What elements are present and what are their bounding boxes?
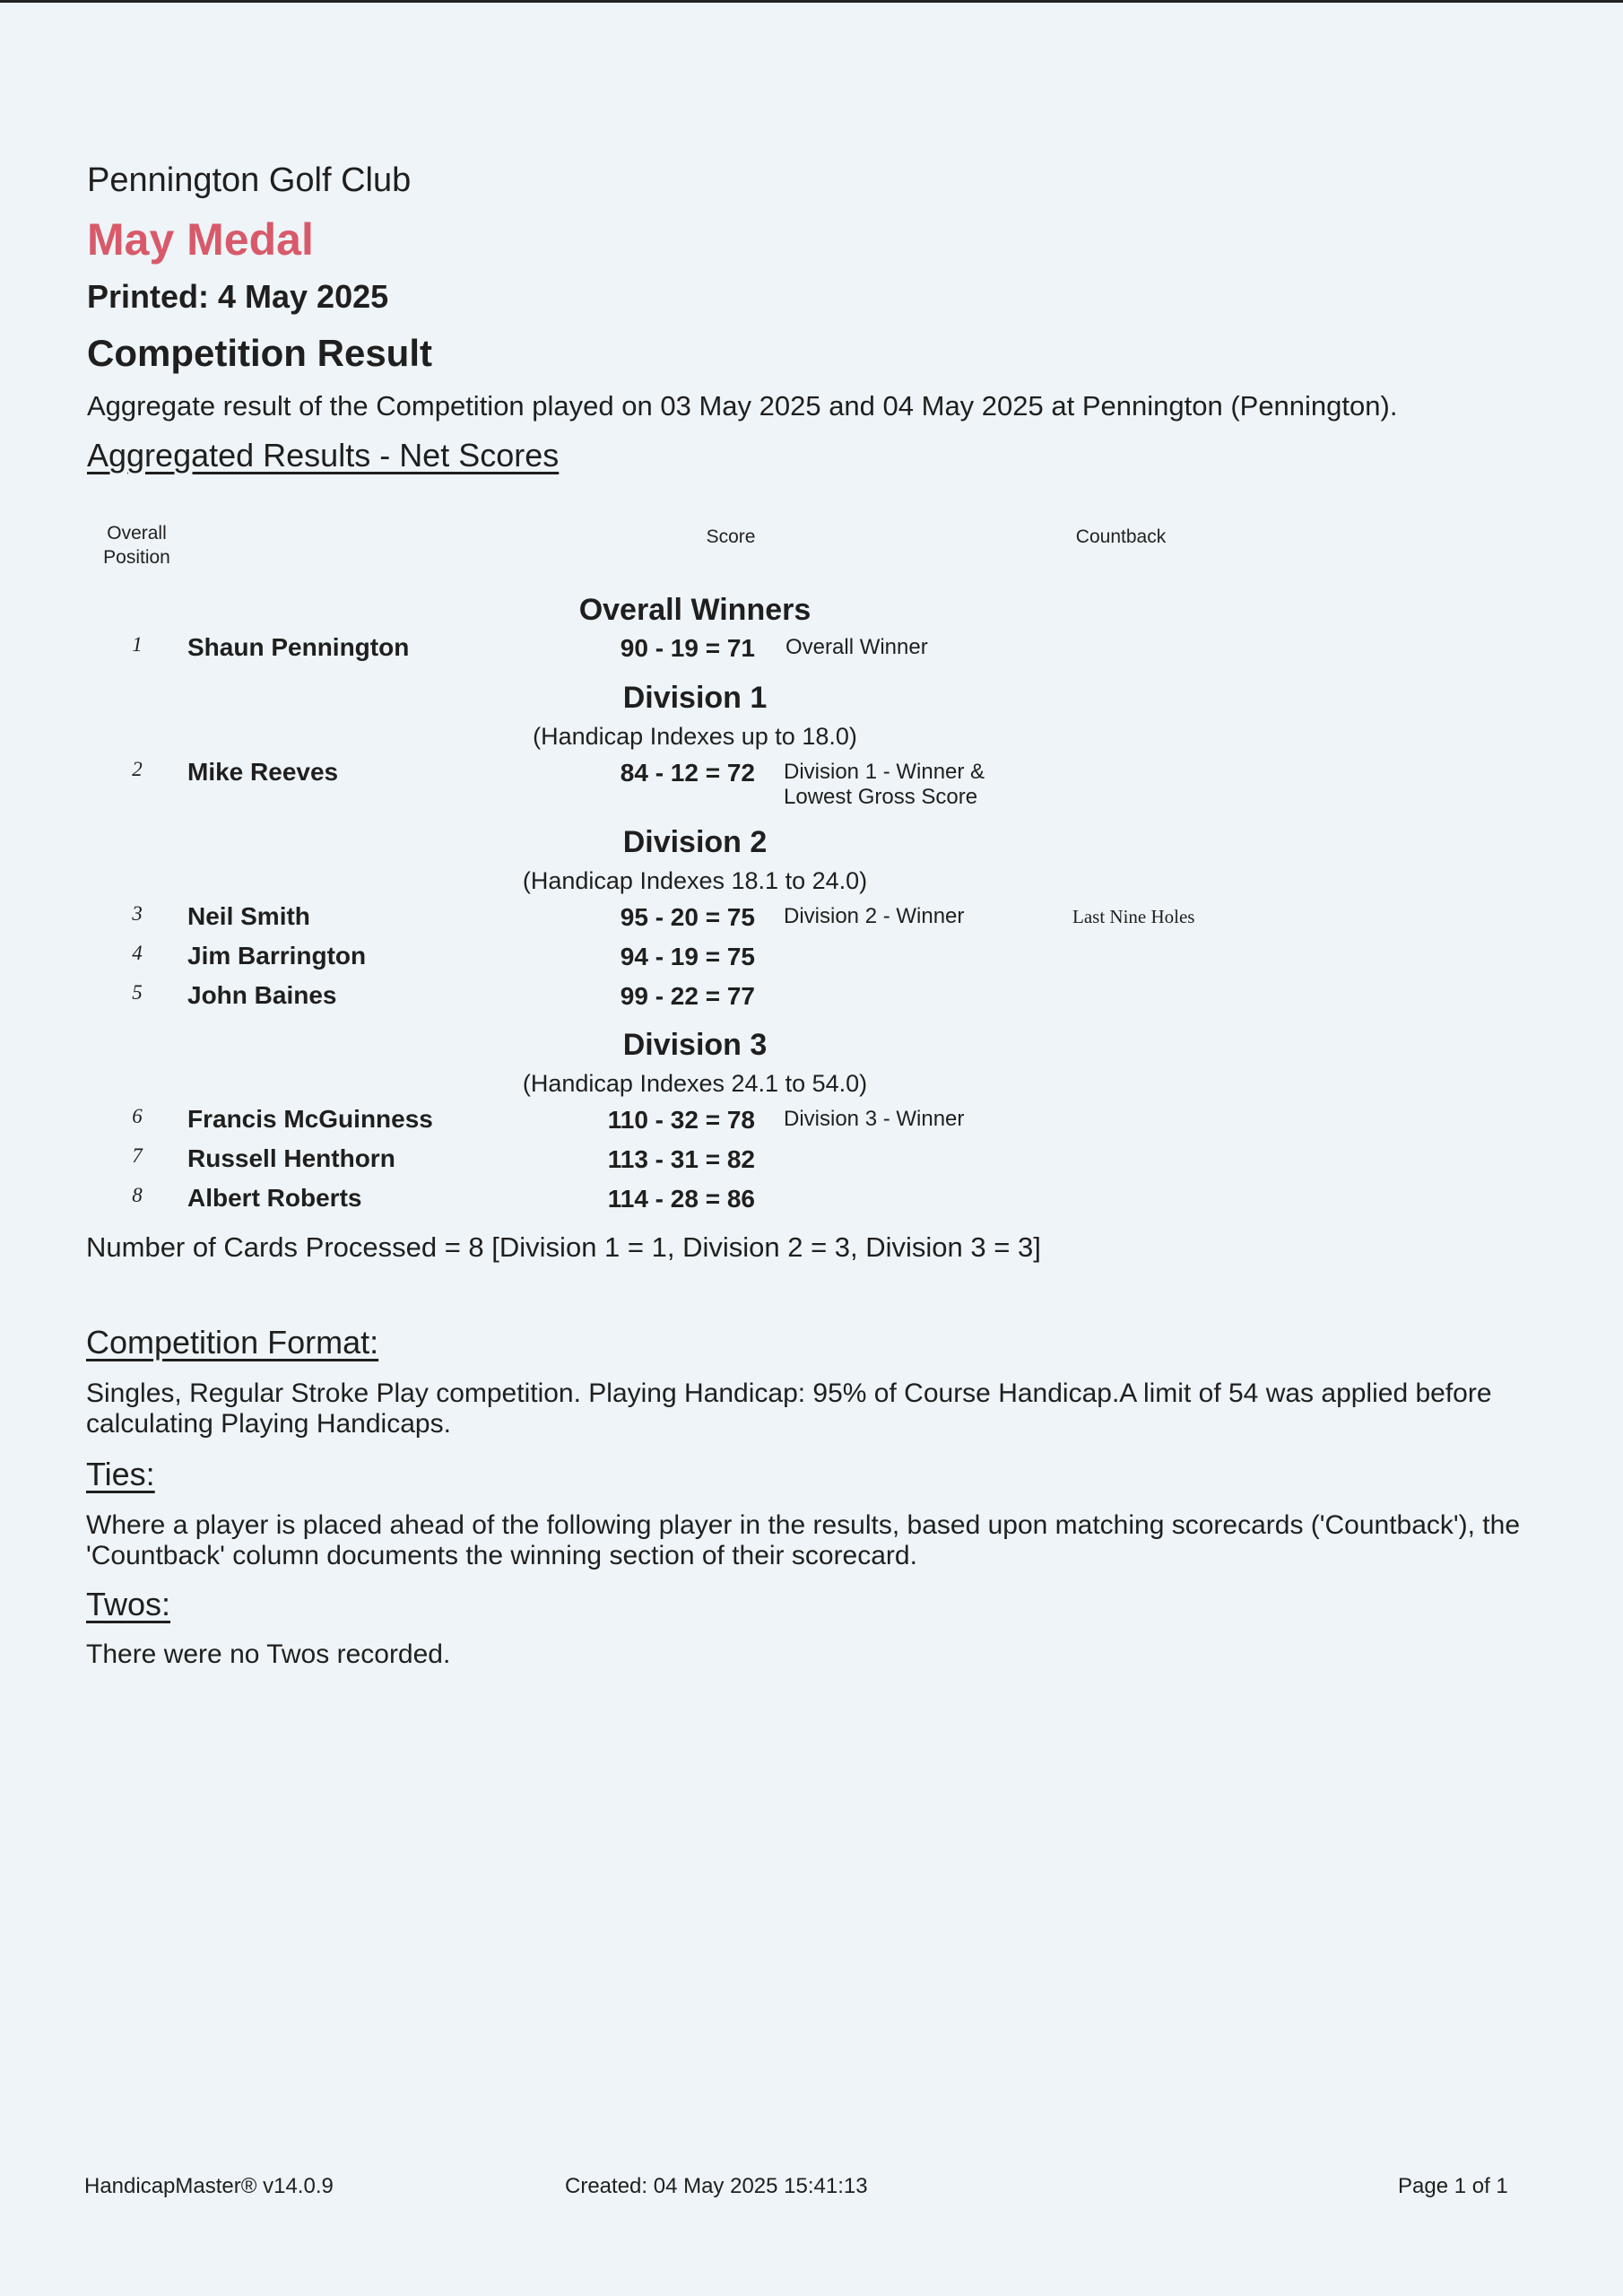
footer-software: HandicapMaster® v14.0.9 [84,2174,334,2198]
player-name: Neil Smith [187,902,310,930]
results-section-heading: Aggregated Results - Net Scores [87,437,560,474]
group-subtitle-division-2: (Handicap Indexes 18.1 to 24.0) [522,867,868,894]
twos-text: There were no Twos recorded. [86,1639,451,1669]
player-score: 84 - 12 = 72 [620,759,755,787]
player-score: 99 - 22 = 77 [620,982,755,1010]
position-number: 1 [132,633,143,656]
cards-processed: Number of Cards Processed = 8 [Division 1 = 1, Division 2 = 3, Division 3 = 3] [86,1231,1041,1263]
result-note: Division 3 - Winner [784,1107,965,1131]
player-score: 110 - 32 = 78 [607,1106,755,1134]
position-number: 7 [132,1144,143,1167]
group-subtitle-division-3: (Handicap Indexes 24.1 to 54.0) [522,1070,868,1097]
group-title-overall: Overall Winners [578,593,812,627]
position-number: 5 [132,981,143,1004]
player-name: Jim Barrington [187,942,367,970]
column-header-score: Score [706,526,756,547]
player-name: Mike Reeves [187,758,339,786]
group-title-division-1: Division 1 [622,681,768,715]
footer-created: Created: 04 May 2025 15:41:13 [565,2174,868,2198]
player-name: John Baines [187,981,337,1009]
position-number: 8 [132,1184,143,1206]
result-note: Division 1 - Winner & Lowest Gross Score [784,760,985,809]
column-header-countback: Countback [1075,526,1167,547]
twos-heading: Twos: [86,1586,171,1622]
result-heading: Competition Result [87,332,432,374]
position-number: 2 [132,758,143,780]
player-score: 95 - 20 = 75 [620,903,755,931]
format-text: Singles, Regular Stroke Play competition. Playing Handicap: 95% of Course Handicap.A limit of 54 was applied before calculating Playing Handicaps. [86,1378,1492,1439]
club-name: Pennington Golf Club [87,161,412,199]
group-subtitle-division-1: (Handicap Indexes up to 18.0) [533,723,857,750]
position-number: 6 [132,1105,143,1127]
ties-text: Where a player is placed ahead of the following player in the results, based upon matching scorecards ('Countback'), the 'Countback' column documents the winning section of their scorecard. [86,1510,1521,1570]
format-heading: Competition Format: [86,1324,379,1361]
player-name: Francis McGuinness [187,1105,433,1133]
competition-title: May Medal [87,214,314,265]
aggregate-description: Aggregate result of the Competition played on 03 May 2025 and 04 May 2025 at Pennington (Pennington). [87,390,1398,422]
result-note: Division 2 - Winner [784,904,965,928]
ties-heading: Ties: [86,1456,155,1492]
result-note: Overall Winner [785,635,928,659]
countback-value: Last Nine Holes [1072,906,1195,927]
player-name: Shaun Pennington [187,633,410,661]
player-score: 94 - 19 = 75 [620,943,755,970]
player-name: Albert Roberts [187,1184,362,1212]
group-title-division-3: Division 3 [622,1028,768,1062]
player-score: 90 - 19 = 71 [620,634,755,662]
position-number: 4 [132,942,143,964]
column-header-position: Overall Position [103,523,170,568]
position-number: 3 [132,902,143,925]
player-name: Russell Henthorn [187,1144,395,1172]
printed-date: Printed: 4 May 2025 [87,278,389,315]
footer-page: Page 1 of 1 [1398,2174,1508,2198]
page-top-edge [0,0,1623,3]
group-title-division-2: Division 2 [622,825,768,859]
player-score: 113 - 31 = 82 [607,1145,755,1173]
player-score: 114 - 28 = 86 [607,1185,755,1213]
